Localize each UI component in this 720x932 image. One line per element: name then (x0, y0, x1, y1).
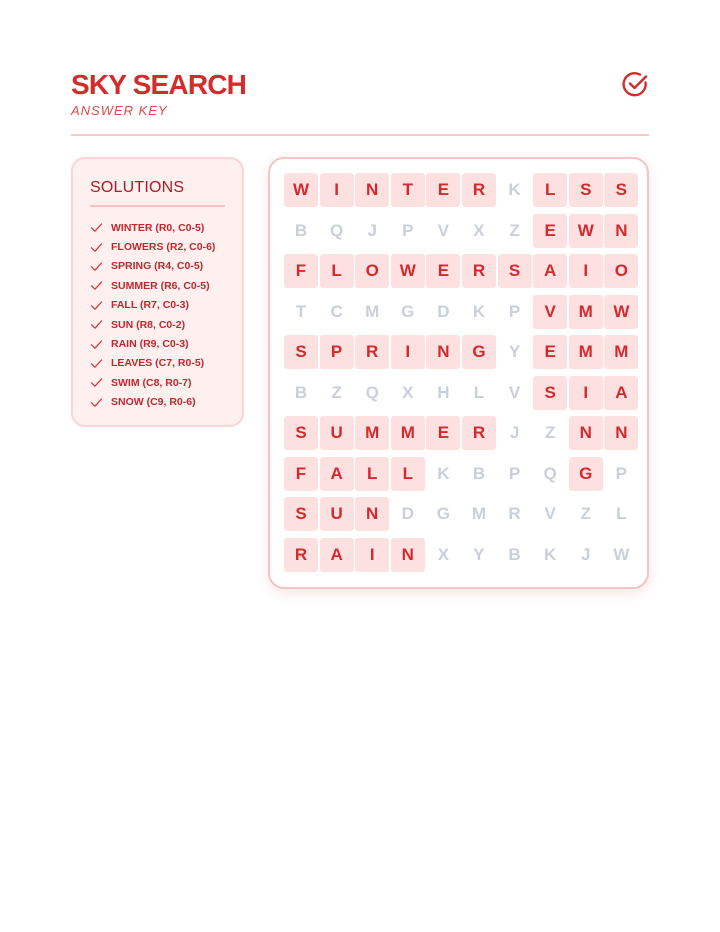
solution-item (90, 257, 225, 276)
solutions-divider (90, 205, 225, 207)
grid-cell[interactable]: B (294, 220, 308, 240)
grid-cell[interactable]: A (604, 376, 638, 410)
grid-cell[interactable]: N (426, 335, 460, 369)
solution-label: LEAVES (C7, R0-5) (111, 357, 205, 370)
grid-cell[interactable]: P (508, 301, 521, 321)
grid-cell[interactable]: M (569, 335, 603, 369)
grid-cell[interactable]: L (533, 173, 567, 207)
grid-cell[interactable]: U (320, 497, 354, 531)
grid-cell[interactable]: R (462, 416, 496, 450)
grid-cell[interactable]: L (320, 254, 354, 288)
solution-item (90, 393, 225, 412)
grid-cell[interactable]: F (284, 254, 318, 288)
grid-cell[interactable]: T (295, 301, 307, 321)
grid-cell[interactable]: S (569, 173, 603, 207)
grid-cell[interactable]: I (355, 538, 389, 572)
grid-cell[interactable]: E (426, 416, 460, 450)
header-divider (71, 134, 649, 136)
grid-cell[interactable]: U (320, 416, 354, 450)
grid-cell[interactable]: R (462, 254, 496, 288)
grid-cell[interactable]: Z (544, 423, 556, 442)
grid-cell[interactable]: X (402, 382, 414, 402)
grid-cell[interactable]: M (471, 504, 487, 523)
solution-item (90, 315, 225, 334)
grid-cell[interactable]: T (391, 173, 425, 207)
grid-cell[interactable]: Z (331, 382, 342, 402)
grid-cell[interactable]: W (284, 173, 318, 207)
grid-cell[interactable]: V (508, 382, 521, 402)
solution-label: SUMMER (R6, C0-5) (111, 279, 210, 292)
solution-item (90, 296, 225, 315)
solutions-title: SOLUTIONS (90, 179, 185, 196)
grid-cell[interactable]: N (391, 538, 425, 572)
grid-cell[interactable]: Q (543, 463, 557, 483)
grid-cell[interactable]: G (401, 301, 415, 321)
grid-cell[interactable]: H (437, 382, 450, 402)
grid-cell[interactable]: L (355, 457, 389, 491)
grid-cell[interactable]: P (402, 220, 414, 240)
grid-cell[interactable]: O (355, 254, 389, 288)
solutions-panel (71, 157, 244, 427)
grid-cell[interactable]: O (604, 254, 638, 288)
grid-cell[interactable]: W (391, 254, 425, 288)
letter-grid (284, 173, 638, 572)
grid-cell[interactable]: D (401, 504, 414, 523)
grid-cell[interactable]: Z (580, 504, 591, 523)
grid-cell[interactable]: I (391, 335, 425, 369)
grid-cell[interactable]: S (604, 173, 638, 207)
check-icon (90, 221, 103, 234)
grid-cell[interactable]: Q (329, 220, 344, 240)
grid-cell[interactable]: L (616, 504, 627, 523)
grid-cell[interactable]: S (498, 254, 532, 288)
grid-cell[interactable]: C (330, 301, 343, 321)
grid-cell[interactable]: X (473, 220, 485, 240)
grid-cell[interactable]: K (472, 301, 486, 321)
page-subtitle: ANSWER KEY (71, 103, 168, 118)
solution-item (90, 334, 225, 353)
solution-label: RAIN (R9, C0-3) (111, 338, 189, 351)
grid-cell[interactable]: K (508, 180, 521, 199)
grid-cell[interactable]: M (391, 416, 425, 450)
check-icon (90, 338, 103, 351)
solution-item (90, 373, 225, 392)
check-icon (90, 318, 103, 331)
grid-cell[interactable]: P (615, 463, 628, 483)
grid-cell[interactable]: E (426, 173, 460, 207)
grid-cell[interactable]: P (320, 335, 354, 369)
grid-cell[interactable]: G (462, 335, 496, 369)
page-header (71, 68, 649, 118)
grid-cell[interactable]: A (533, 254, 567, 288)
grid-cell[interactable]: R (355, 335, 389, 369)
grid-cell[interactable]: X (437, 544, 450, 564)
check-icon (90, 279, 103, 292)
grid-cell[interactable]: S (284, 416, 318, 450)
grid-cell[interactable]: F (284, 457, 318, 491)
grid-cell[interactable]: J (509, 423, 520, 442)
check-icon (90, 396, 103, 409)
check-icon (90, 357, 103, 370)
check-icon (90, 376, 103, 389)
grid-cell[interactable]: G (569, 457, 603, 491)
grid-cell[interactable]: B (294, 382, 308, 402)
grid-cell[interactable]: A (320, 457, 354, 491)
word-grid-card (268, 157, 649, 589)
grid-cell[interactable]: B (508, 544, 521, 564)
grid-cell[interactable]: W (604, 295, 638, 329)
solution-label: FLOWERS (R2, C0-6) (111, 241, 216, 254)
grid-cell[interactable]: A (320, 538, 354, 572)
grid-cell[interactable]: D (437, 301, 450, 321)
check-icon (90, 260, 103, 273)
grid-cell[interactable]: R (462, 173, 496, 207)
check-icon (90, 299, 103, 312)
solution-label: WINTER (R0, C0-5) (111, 221, 205, 234)
solution-label: SWIM (C8, R0-7) (111, 376, 192, 389)
grid-cell[interactable]: M (569, 295, 603, 329)
grid-cell[interactable]: W (613, 544, 630, 564)
grid-cell[interactable]: V (437, 220, 450, 240)
grid-cell[interactable]: J (367, 220, 377, 240)
grid-cell[interactable]: V (533, 295, 567, 329)
grid-cell[interactable]: K (437, 463, 450, 483)
grid-cell[interactable]: B (472, 463, 486, 483)
grid-cell[interactable]: V (544, 504, 556, 523)
grid-cell[interactable]: P (508, 463, 521, 483)
grid-cell[interactable]: Q (365, 382, 379, 402)
grid-cell[interactable]: R (284, 538, 318, 572)
grid-cell[interactable]: N (355, 173, 389, 207)
grid-cell[interactable]: Z (509, 220, 520, 240)
solution-label: SUN (R8, C0-2) (111, 318, 186, 331)
solution-item (90, 237, 225, 256)
grid-cell[interactable]: N (604, 214, 638, 248)
grid-cell[interactable]: I (569, 376, 603, 410)
grid-cell[interactable]: J (581, 544, 591, 564)
grid-cell[interactable]: E (533, 335, 567, 369)
grid-cell[interactable]: L (473, 382, 485, 402)
solution-label: SNOW (C9, R0-6) (111, 396, 196, 409)
solutions-list (90, 218, 225, 412)
grid-cell[interactable]: R (508, 504, 521, 523)
grid-cell[interactable]: S (533, 376, 567, 410)
grid-cell[interactable]: Y (473, 544, 485, 564)
grid-cell[interactable]: W (569, 214, 603, 248)
solution-label: FALL (R7, C0-3) (111, 299, 189, 312)
solution-item (90, 276, 225, 295)
grid-cell[interactable]: G (436, 504, 450, 523)
check-circle-icon (621, 70, 649, 98)
grid-cell[interactable]: M (365, 301, 380, 321)
grid-cell[interactable]: L (391, 457, 425, 491)
grid-cell[interactable]: E (426, 254, 460, 288)
solution-item (90, 354, 225, 373)
grid-cell[interactable]: N (569, 416, 603, 450)
grid-cell[interactable]: N (604, 416, 638, 450)
page-title: SKY SEARCH (71, 69, 247, 100)
solution-item (90, 218, 225, 237)
grid-cell[interactable]: K (544, 544, 557, 564)
grid-cell[interactable]: Y (508, 342, 521, 361)
check-icon (90, 241, 103, 254)
grid-cell[interactable]: N (355, 497, 389, 531)
grid-cell[interactable]: I (320, 173, 354, 207)
grid-cell[interactable]: M (355, 416, 389, 450)
grid-cell[interactable]: I (569, 254, 603, 288)
grid-cell[interactable]: M (604, 335, 638, 369)
grid-cell[interactable]: S (284, 335, 318, 369)
solution-label: SPRING (R4, C0-5) (111, 260, 204, 273)
grid-cell[interactable]: S (284, 497, 318, 531)
grid-cell[interactable]: E (533, 214, 567, 248)
